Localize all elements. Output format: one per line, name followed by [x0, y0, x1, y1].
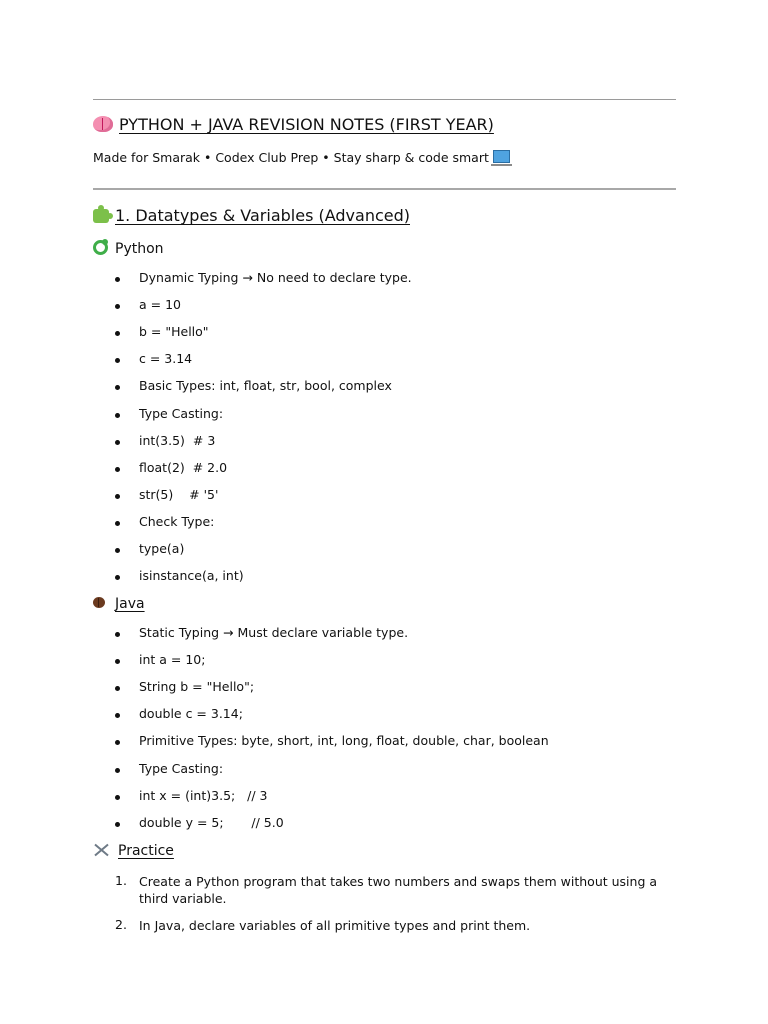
- section-heading-text: 1. Datatypes & Variables (Advanced): [115, 206, 410, 225]
- practice-item: In Java, declare variables of all primitive types and print them.: [139, 918, 531, 933]
- laptop-icon: [493, 150, 510, 163]
- bullet-dot: [115, 740, 120, 745]
- bullet-dot: [115, 548, 120, 553]
- puzzle-piece-icon: [93, 209, 109, 223]
- bullet-dot: [115, 632, 120, 637]
- java-heading-text: Java: [115, 596, 145, 612]
- page-title: [93, 115, 494, 134]
- page-title-text: PYTHON + JAVA REVISION NOTES (FIRST YEAR): [119, 115, 494, 134]
- bullet-dot: [115, 494, 120, 499]
- python-heading: [93, 240, 164, 257]
- page-subtitle-text: Made for Smarak • Codex Club Prep • Stay sharp & code smart: [93, 150, 489, 165]
- list-item: float(2) # 2.0: [139, 459, 228, 475]
- practice-item: Create a Python program that takes two numbers and swaps them without using a third variable.: [139, 874, 658, 906]
- coffee-bean-icon: [93, 597, 105, 608]
- java-heading: [93, 596, 145, 612]
- list-item: a = 10: [139, 297, 181, 313]
- list-item: str(5) # '5': [139, 486, 219, 502]
- bullet-dot: [115, 713, 120, 718]
- list-item: int x = (int)3.5; // 3: [139, 787, 268, 803]
- list-item: Type Casting:: [139, 760, 224, 776]
- bullet-dot: [115, 385, 120, 390]
- section-divider: [93, 188, 676, 190]
- practice-item-number: 1.: [115, 873, 127, 888]
- top-divider: [93, 99, 676, 100]
- list-item: String b = "Hello";: [139, 679, 255, 695]
- list-item: type(a): [139, 541, 185, 556]
- practice-heading: [93, 843, 174, 859]
- list-item: b = "Hello": [139, 324, 209, 340]
- section-heading: [93, 206, 410, 225]
- list-item: isinstance(a, int): [139, 568, 244, 584]
- crossed-swords-icon: [93, 843, 109, 857]
- list-item: Type Casting:: [139, 405, 224, 421]
- list-item: int(3.5) # 3: [139, 432, 216, 448]
- bullet-dot: [115, 413, 120, 418]
- brain-icon: [93, 116, 113, 132]
- bullet-dot: [115, 358, 120, 363]
- bullet-dot: [115, 331, 120, 336]
- list-item: double y = 5; // 5.0: [139, 814, 284, 830]
- bullet-dot: [115, 304, 120, 309]
- bullet-dot: [115, 521, 120, 526]
- bullet-dot: [115, 768, 120, 773]
- bullet-dot: [115, 822, 120, 827]
- list-item: Static Typing → Must declare variable type.: [139, 625, 409, 640]
- bullet-dot: [115, 795, 120, 800]
- list-item: Dynamic Typing → No need to declare type.: [139, 270, 412, 285]
- page-subtitle: [93, 150, 516, 165]
- bullet-dot: [115, 686, 120, 691]
- bullet-dot: [115, 467, 120, 472]
- bullet-dot: [115, 277, 120, 282]
- list-item: int a = 10;: [139, 652, 206, 668]
- list-item: Check Type:: [139, 513, 215, 529]
- snake-icon: [93, 240, 108, 255]
- bullet-dot: [115, 659, 120, 664]
- bullet-dot: [115, 575, 120, 580]
- list-item: Basic Types: int, float, str, bool, complex: [139, 378, 392, 394]
- list-item: Primitive Types: byte, short, int, long, float, double, char, boolean: [139, 733, 549, 749]
- python-heading-text: Python: [115, 241, 164, 257]
- practice-heading-text: Practice: [118, 843, 174, 859]
- list-item: double c = 3.14;: [139, 706, 243, 722]
- practice-item-number: 2.: [115, 917, 127, 932]
- bullet-dot: [115, 440, 120, 445]
- list-item: c = 3.14: [139, 351, 193, 367]
